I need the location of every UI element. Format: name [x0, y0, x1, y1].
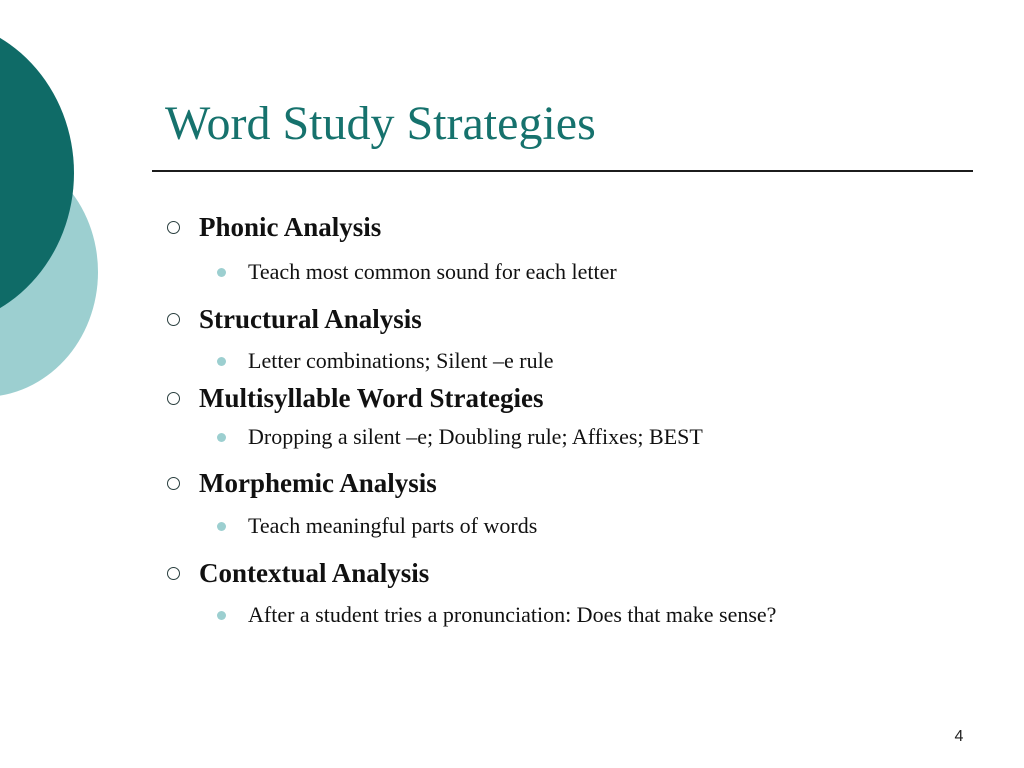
sub-bullet-text: Dropping a silent –e; Doubling rule; Affixes; BEST: [248, 424, 703, 449]
sub-bullet-item: [217, 603, 776, 627]
bullet-heading: Morphemic Analysis: [199, 468, 437, 498]
hollow-circle-icon: [167, 567, 180, 580]
hollow-circle-icon: [167, 392, 180, 405]
bullet-item-multisyllable-word-strategies: [165, 384, 544, 414]
bullet-heading: Structural Analysis: [199, 304, 422, 334]
sub-bullet-item: [217, 260, 617, 284]
filled-circle-icon: [217, 433, 226, 442]
sub-bullet-item: [217, 349, 553, 373]
sub-bullet-text: Teach meaningful parts of words: [248, 513, 538, 538]
sub-bullet-item: [217, 425, 703, 449]
hollow-circle-icon: [167, 313, 180, 326]
sub-bullet-text: After a student tries a pronunciation: Does that make sense?: [248, 602, 777, 627]
filled-circle-icon: [217, 268, 226, 277]
sub-bullet-text: Teach most common sound for each letter: [248, 259, 617, 284]
bullet-item-structural-analysis: [165, 305, 422, 335]
slide-title: Word Study Strategies: [165, 97, 596, 150]
bullet-item-contextual-analysis: [165, 559, 429, 589]
sub-bullet-text: Letter combinations; Silent –e rule: [248, 348, 554, 373]
hollow-circle-icon: [167, 221, 180, 234]
filled-circle-icon: [217, 611, 226, 620]
title-divider: [152, 170, 973, 172]
hollow-circle-icon: [167, 477, 180, 490]
filled-circle-icon: [217, 357, 226, 366]
sub-bullet-item: [217, 514, 537, 538]
page-number: 4: [954, 728, 964, 745]
bullet-heading: Multisyllable Word Strategies: [199, 383, 544, 413]
bullet-heading: Contextual Analysis: [199, 558, 430, 588]
bullet-heading: Phonic Analysis: [199, 212, 382, 242]
bullet-item-morphemic-analysis: [165, 469, 437, 499]
bullet-item-phonic-analysis: [165, 213, 381, 243]
filled-circle-icon: [217, 522, 226, 531]
